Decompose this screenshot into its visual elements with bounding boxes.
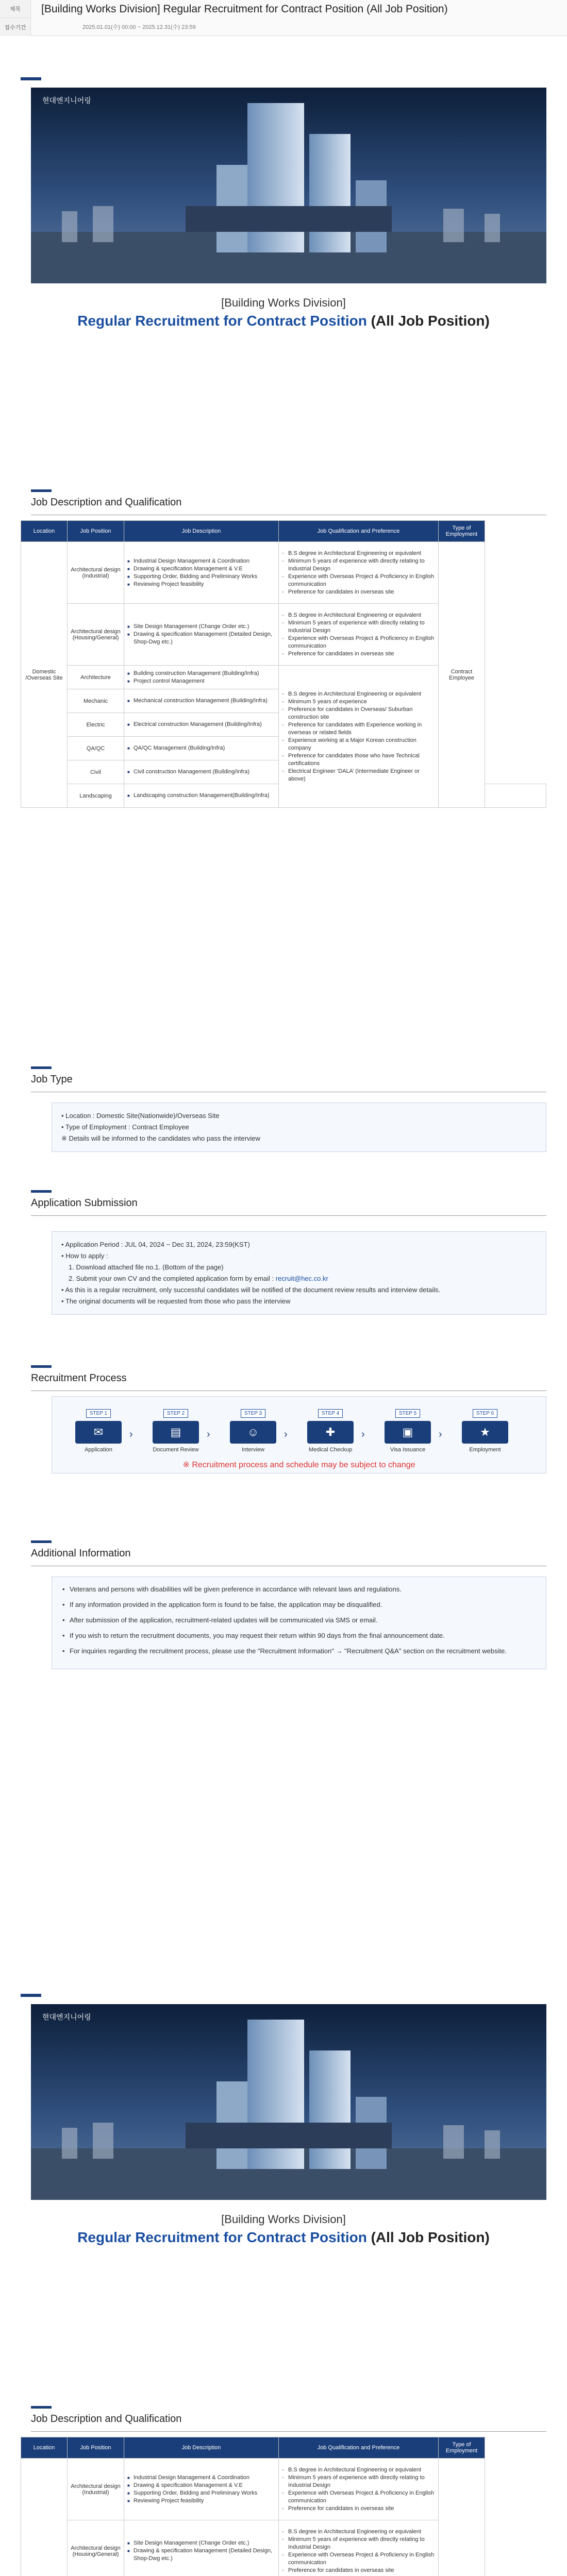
cell-position: QA/QC xyxy=(68,737,124,760)
arrow-icon: › xyxy=(129,1429,133,1440)
arrow-icon: › xyxy=(284,1429,288,1440)
job-type-box xyxy=(52,1103,546,1152)
cell-position: Architectural design (Industrial) xyxy=(68,542,124,604)
pref-item: - B.S degree in Architectural Engineering or equivalent xyxy=(282,2528,435,2536)
hero-caption-main-dark: (All Job Position) xyxy=(371,313,490,329)
desc-item: ■ Site Design Management (Change Order etc.) xyxy=(127,2539,275,2547)
process-step: STEP 3 ☺ Interview xyxy=(227,1408,279,1453)
post-title: [Building Works Division] Regular Recruitment for Contract Position (All Job Position) xyxy=(41,3,448,15)
hero-logo: 현대엔지니어링 xyxy=(42,96,91,105)
cell-pref xyxy=(279,2459,439,2520)
hero-caption-top: [Building Works Division] xyxy=(221,296,346,309)
th-description: Job Description xyxy=(124,2437,279,2459)
period-label: 접수기간 xyxy=(0,18,31,36)
divider xyxy=(31,1215,546,1216)
desc-item: ■ Drawing & specification Management (Detailed Design, Shop-Dwg etc.) xyxy=(127,2547,275,2563)
hero-caption-top: [Building Works Division] xyxy=(221,2213,346,2226)
process-step: STEP 4 ✚ Medical Checkup xyxy=(305,1408,356,1453)
desc-item: ■ Electrical construction Management (Building/Infra) xyxy=(127,721,275,728)
process-step: STEP 5 ▣ Visa Issuance xyxy=(382,1408,433,1453)
app-step-2: 2. Submit your own CV and the completed application form by email : recruit@hec.co.kr xyxy=(69,1275,328,1282)
cell-pref xyxy=(279,542,439,604)
pref-item: - Minimum 5 years of experience with directly relating to Industrial Design xyxy=(282,557,435,573)
pref-item: - B.S degree in Architectural Engineering or equivalent xyxy=(282,2466,435,2474)
visa-icon: ▣ xyxy=(385,1421,431,1444)
hero-image xyxy=(31,88,546,283)
section-job-desc xyxy=(31,489,567,515)
additional-item: • Veterans and persons with disabilities will be given preference in accordance with relevant laws and regulations. xyxy=(62,1584,536,1595)
additional-item: • For inquiries regarding the recruitment process, please use the "Recruitment Information" → "Recruitment Q&A" section on the recruitment website. xyxy=(62,1646,536,1656)
cell-location xyxy=(21,2459,68,2576)
job-type-note: ※ Details will be informed to the candidates who pass the interview xyxy=(61,1134,260,1142)
process-panel xyxy=(52,1396,546,1473)
pref-item: - Preference for candidates in overseas site xyxy=(282,588,435,596)
job-table-wrap xyxy=(21,2437,546,2576)
cell-desc xyxy=(124,604,279,666)
app-email[interactable]: recruit@hec.co.kr xyxy=(275,1275,328,1282)
pref-item: - Preference for candidates those who have Technical certifications xyxy=(282,752,435,768)
pref-item: - Minimum 5 years of experience with directly relating to Industrial Design xyxy=(282,2474,435,2489)
arrow-icon: › xyxy=(207,1429,210,1440)
cell-employment: Contract Employee xyxy=(439,542,485,808)
cell-pref xyxy=(279,2520,439,2576)
hero-caption-main-blue: Regular Recruitment for Contract Position xyxy=(77,2229,371,2245)
application-icon: ✉ xyxy=(75,1421,122,1444)
pref-item: - Minimum 5 years of experience with directly relating to Industrial Design xyxy=(282,619,435,635)
desc-item: ■ Drawing & specification Management (Detailed Design, Shop-Dwg etc.) xyxy=(127,631,275,646)
title-label: 제목 xyxy=(0,0,31,18)
cell-pref-empty xyxy=(485,784,546,808)
desc-item: ■ Drawing & specification Management & V.E xyxy=(127,2482,275,2489)
desc-item: ■ Reviewing Project feasibility xyxy=(127,581,275,588)
pref-item: - Experience with Overseas Project & Proficiency in English communication xyxy=(282,2551,435,2567)
pref-item: - Experience with Overseas Project & Proficiency in English communication xyxy=(282,573,435,588)
job-type-type: • Type of Employment : Contract Employee xyxy=(61,1123,189,1131)
pref-item: - Experience with Overseas Project & Proficiency in English communication xyxy=(282,635,435,650)
section-recruit-process xyxy=(31,1365,546,1391)
section-title-job-desc: Job Description and Qualification xyxy=(31,489,567,509)
pref-item: - Experience with Overseas Project & Proficiency in English communication xyxy=(282,2489,435,2505)
medical-icon: ✚ xyxy=(307,1421,354,1444)
desc-item: ■ QA/QC Management (Building/Infra) xyxy=(127,744,275,752)
cell-position: Architectural design (Housing/General) xyxy=(68,2520,124,2576)
employment-icon: ★ xyxy=(462,1421,508,1444)
arrow-icon: › xyxy=(361,1429,365,1440)
pref-item: - Electrical Engineer ‘DALA’ (Intermediate Engineer or above) xyxy=(282,768,435,783)
document-icon: ▤ xyxy=(153,1421,199,1444)
section-title-additional: Additional Information xyxy=(31,1540,546,1560)
hero-logo: 현대엔지니어링 xyxy=(42,2013,91,2021)
hero-image xyxy=(31,2004,546,2200)
hero-caption-main xyxy=(0,313,567,329)
section-title-job-type: Job Type xyxy=(31,1066,546,1086)
desc-item: ■ Mechanical construction Management (Building/Infra) xyxy=(127,697,275,705)
additional-item: • If any information provided in the application form is found to be false, the application may be disqualified. xyxy=(62,1600,536,1610)
additional-item: • After submission of the application, recruitment-related updates will be communicated via SMS or email. xyxy=(62,1615,536,1625)
cell-location: Domestic /Overseas Site xyxy=(21,542,68,808)
cell-desc xyxy=(124,666,279,689)
cell-position: Mechanic xyxy=(68,689,124,713)
cell-pref xyxy=(279,604,439,666)
job-table xyxy=(21,520,546,808)
post-period: 2025.01.01(수) 00:00 ~ 2025.12.31(수) 23:59 xyxy=(82,24,196,30)
accent-bar xyxy=(21,1994,41,1997)
app-period: • Application Period : JUL 04, 2024 ~ Dec 31, 2024, 23:59(KST) xyxy=(61,1241,250,1248)
th-location: Location xyxy=(21,2437,68,2459)
pref-item: - Preference for candidates with Experience working in overseas or related fields xyxy=(282,721,435,737)
cell-desc xyxy=(124,760,279,784)
section-title-app-submission: Application Submission xyxy=(31,1190,546,1209)
pref-item: - Preference for candidates in overseas site xyxy=(282,650,435,658)
cell-desc xyxy=(124,2520,279,2576)
th-position: Job Position xyxy=(68,521,124,542)
section-additional xyxy=(31,1540,546,1566)
app-rolling: • As this is a regular recruitment, only successful candidates will be notified of the document review results and interview details. xyxy=(61,1286,441,1294)
desc-item: ■ Site Design Management (Change Order etc.) xyxy=(127,623,275,631)
pref-item: - Minimum 5 years of experience with directly relating to Industrial Design xyxy=(282,2536,435,2551)
accent-bar xyxy=(21,77,41,80)
section-title-recruit-process: Recruitment Process xyxy=(31,1365,546,1384)
pref-item: - Minimum 5 years of experience xyxy=(282,698,435,706)
desc-item: ■ Supporting Order, Bidding and Preliminary Works xyxy=(127,2489,275,2497)
process-step: STEP 1 ✉ Application xyxy=(73,1408,124,1453)
desc-item: ■ Landscaping construction Management(Building/Infra) xyxy=(127,792,275,800)
app-step-1: 1. Download attached file no.1. (Bottom of the page) xyxy=(69,1263,224,1271)
process-step: STEP 6 ★ Employment xyxy=(459,1408,511,1453)
desc-item: ■ Supporting Order, Bidding and Preliminary Works xyxy=(127,573,275,581)
desc-item: ■ Building construction Management (Building/Infra) xyxy=(127,670,275,677)
section-app-submission xyxy=(31,1190,546,1216)
pref-item: - Preference for candidates in Overseas/ Suburban construction site xyxy=(282,706,435,721)
job-table-wrap xyxy=(21,520,546,808)
th-employment: Type of Employment xyxy=(439,2437,485,2459)
hero-caption-main xyxy=(0,2229,567,2246)
section-job-type xyxy=(31,1066,546,1092)
arrow-icon: › xyxy=(439,1429,442,1440)
job-type-location: • Location : Domestic Site(Nationwide)/Overseas Site xyxy=(61,1112,220,1120)
post-header xyxy=(0,0,567,36)
cell-desc xyxy=(124,784,279,808)
desc-item: ■ Industrial Design Management & Coordination xyxy=(127,2474,275,2482)
hero-caption-main-dark: (All Job Position) xyxy=(371,2229,490,2245)
cell-position: Civil xyxy=(68,760,124,784)
th-location: Location xyxy=(21,521,68,542)
th-employment: Type of Employment xyxy=(439,521,485,542)
app-how: • How to apply : xyxy=(61,1252,108,1260)
cell-pref xyxy=(279,666,439,808)
cell-position: Architecture xyxy=(68,666,124,689)
cell-position: Landscaping xyxy=(68,784,124,808)
pref-item: - Preference for candidates in overseas site xyxy=(282,2505,435,2513)
desc-item: ■ Reviewing Project feasibility xyxy=(127,2497,275,2505)
additional-box xyxy=(52,1577,546,1669)
cell-position: Architectural design (Industrial) xyxy=(68,2459,124,2520)
cell-desc xyxy=(124,2459,279,2520)
desc-item: ■ Civil construction Management (Building/Infra) xyxy=(127,768,275,776)
additional-item: • If you wish to return the recruitment documents, you may request their return within 90 days from the final announcement date. xyxy=(62,1631,536,1641)
pref-item: - B.S degree in Architectural Engineering or equivalent xyxy=(282,690,435,698)
job-table xyxy=(21,2437,546,2576)
divider xyxy=(31,2431,546,2432)
cell-position: Architectural design (Housing/General) xyxy=(68,604,124,666)
cell-desc xyxy=(124,737,279,760)
cell-employment xyxy=(439,2459,485,2576)
cell-desc xyxy=(124,689,279,713)
hero-caption-main-blue: Regular Recruitment for Contract Position xyxy=(77,313,371,329)
th-position: Job Position xyxy=(68,2437,124,2459)
desc-item: ■ Industrial Design Management & Coordination xyxy=(127,557,275,565)
cell-position: Electric xyxy=(68,713,124,737)
section-job-desc xyxy=(31,2406,546,2432)
th-qualification: Job Qualification and Preference xyxy=(279,521,439,542)
app-submission-box xyxy=(52,1231,546,1315)
desc-item: ■ Project control Management xyxy=(127,677,275,685)
section-title-job-desc: Job Description and Qualification xyxy=(31,2406,546,2425)
pref-item: - Experience working at a Major Korean construction company xyxy=(282,737,435,752)
desc-item: ■ Drawing & specification Management & V.E xyxy=(127,565,275,573)
app-original: • The original documents will be requested from those who pass the interview xyxy=(61,1297,291,1305)
pref-item: - B.S degree in Architectural Engineering or equivalent xyxy=(282,550,435,557)
pref-item: - Preference for candidates in overseas site xyxy=(282,2567,435,2574)
pref-item: - B.S degree in Architectural Engineering or equivalent xyxy=(282,612,435,619)
process-step: STEP 2 ▤ Document Review xyxy=(150,1408,202,1453)
hero-caption xyxy=(0,2213,567,2246)
cell-desc xyxy=(124,542,279,604)
cell-desc xyxy=(124,713,279,737)
hero-caption xyxy=(0,296,567,329)
th-qualification: Job Qualification and Preference xyxy=(279,2437,439,2459)
interview-icon: ☺ xyxy=(230,1421,276,1444)
th-description: Job Description xyxy=(124,521,279,542)
process-warning: ※ Recruitment process and schedule may be subject to change xyxy=(182,1461,415,1469)
